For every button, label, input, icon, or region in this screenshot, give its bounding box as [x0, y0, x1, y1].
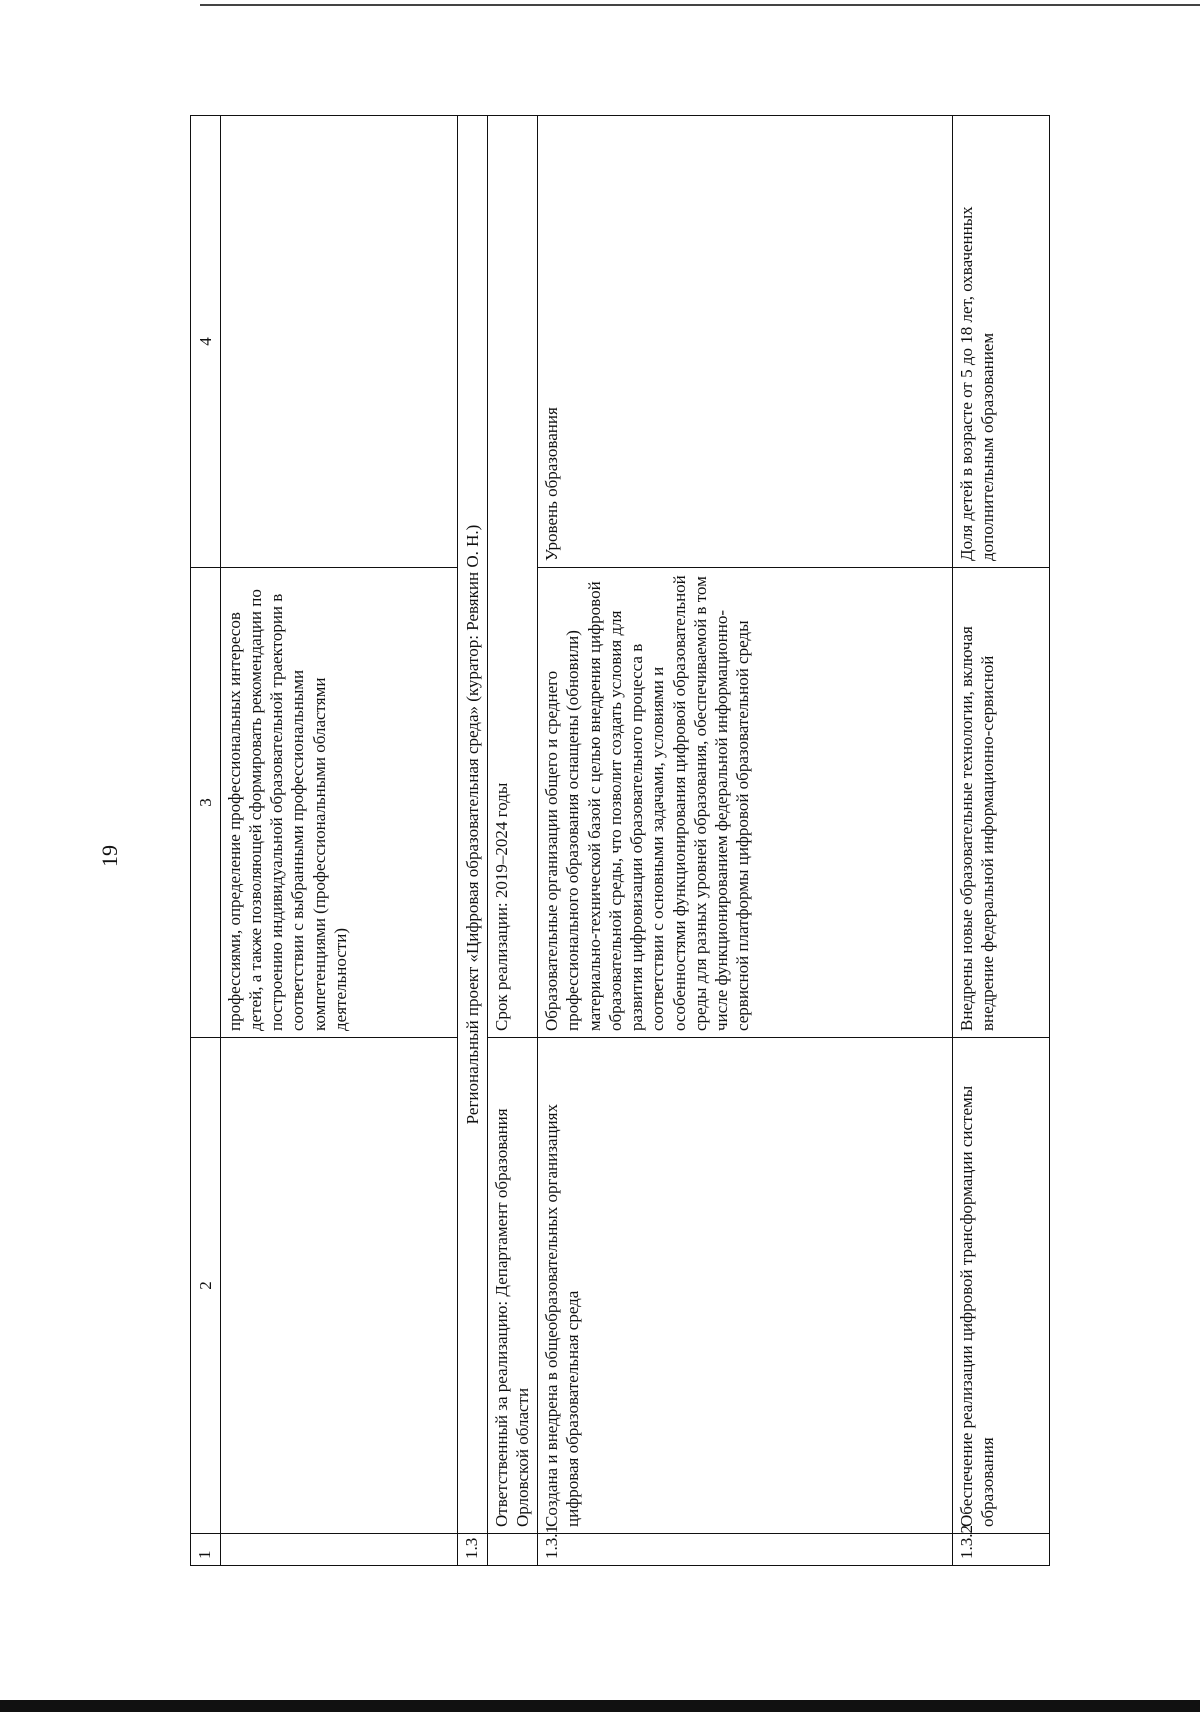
row-indicator: Доля детей в возрасте от 5 до 18 лет, охваченных дополнительным образованием	[953, 116, 1050, 568]
section-title: Региональный проект «Цифровая образовательная среда» (куратор: Ревякин О. Н.)	[458, 116, 488, 1534]
header-col-4: 4	[191, 116, 221, 568]
table-row	[953, 116, 1050, 1566]
row-prev-number	[220, 1534, 458, 1566]
responsible-text: Ответственный за реализацию: Департамент образования Орловской области	[487, 1038, 537, 1534]
scan-edge-top	[200, 4, 1200, 6]
row-result: Внедрены новые образовательные технологии, включая внедрение федеральной информационно-сервисной	[953, 568, 1050, 1038]
section-number: 1.3	[458, 1534, 488, 1566]
header-col-1: 1	[191, 1534, 221, 1566]
scan-edge-bottom	[0, 1700, 1200, 1712]
header-col-3: 3	[191, 568, 221, 1038]
row-indicator: Уровень образования	[538, 116, 953, 568]
header-col-2: 2	[191, 1038, 221, 1534]
page-number: 19	[97, 845, 122, 867]
row-number: 1.3.2	[953, 1534, 1050, 1566]
table-row	[220, 116, 458, 1566]
responsible-empty	[487, 1534, 537, 1566]
document-table-rotated	[190, 116, 1050, 1566]
row-result: Образовательные организации общего и среднего профессионального образования оснащены (обновили) материально-технической базой с целью внедрения цифровой образовательной среды, что позволит создать условия для развития цифровизации образовательного процесса в соответствии с основными задачами, условиями и особенностями функционирования цифровой образовательной среды для разных уровней образования, обеспечиваемой в том числе функционированием федеральной информационно-сервисной платформы цифровой образовательной среды	[538, 568, 953, 1038]
term-text: Срок реализации: 2019–2024 годы	[487, 116, 537, 1038]
table-row	[538, 116, 953, 1566]
row-prev-indicator	[220, 116, 458, 568]
responsible-row	[487, 116, 537, 1566]
row-task: Обеспечение реализации цифровой трансформации системы образования	[953, 1038, 1050, 1534]
table-header-row	[191, 116, 221, 1566]
row-prev-task	[220, 1038, 458, 1534]
section-row	[458, 116, 488, 1566]
row-prev-result: профессиями, определение профессиональных интересов детей, а также позволяющей сформировать рекомендации по построению индивидуальной образовательной траектории в соответствии с выбранными профессиональными компетенциями (профессиональными областями деятельности)	[220, 568, 458, 1038]
row-number: 1.3.1	[538, 1534, 953, 1566]
document-table	[190, 115, 1050, 1566]
row-task: Создана и внедрена в общеобразовательных организациях цифровая образовательная среда	[538, 1038, 953, 1534]
